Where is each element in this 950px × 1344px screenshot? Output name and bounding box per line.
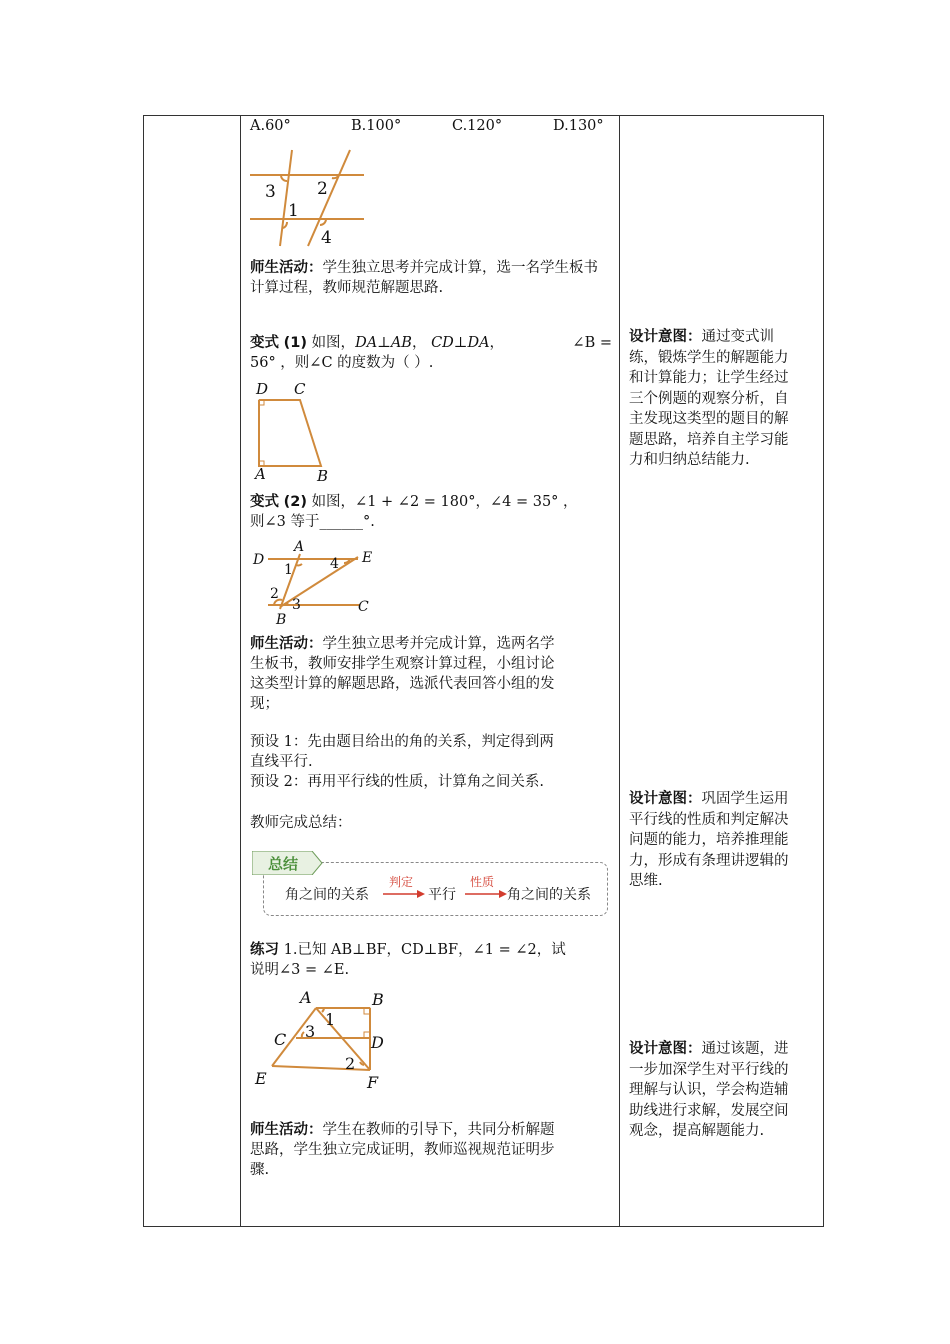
teacher-summary: 教师完成总结：: [250, 815, 352, 831]
fig3-label-3: 3: [292, 597, 301, 613]
design-2-line-3: 问题的能力，培养推理能: [629, 832, 789, 848]
preset-1-line-2: 直线平行.: [250, 754, 313, 770]
design-2-line-5: 思维.: [629, 873, 663, 889]
fig3-label-c: C: [358, 599, 369, 615]
design-1-line-5: 主发现这类型的题目的解: [629, 411, 789, 427]
activity-2-line-1: 学生独立思考并完成计算，选两名学: [322, 636, 555, 652]
fig3-label-a: A: [294, 539, 305, 555]
fig2-label-c: C: [294, 380, 306, 398]
fig4-label-2: 2: [345, 1054, 356, 1073]
fig1-label-3: 3: [265, 182, 276, 202]
preset-1: [250, 732, 612, 772]
preset-2: 预设 2：再用平行线的性质，计算角之间关系.: [250, 774, 544, 790]
activity-2-line-4: 现；: [250, 696, 279, 712]
fig4-label-d: D: [371, 1033, 384, 1052]
figure-exercise: [252, 986, 392, 1091]
variant-2-num: (2): [283, 494, 307, 510]
fig3-label-d: D: [253, 552, 265, 568]
fig4-label-1: 1: [325, 1010, 336, 1029]
variant-1-sep: ，: [411, 335, 427, 351]
design-2-line-4: 力，形成有条理讲逻辑的: [629, 852, 789, 869]
design-1-line-1: 通过变式训: [701, 329, 774, 345]
design-2-line-2: 平行线的性质和判定解决: [629, 811, 789, 828]
fig3-label-e: E: [362, 550, 373, 566]
figure-trapezoid: [250, 378, 340, 486]
activity-3-line-2: 思路，学生独立完成证明，教师巡视规范证明步: [250, 1142, 555, 1158]
variant-1-perp: ⊥: [377, 335, 391, 351]
variant-2-line-1: 如图，∠1 + ∠2 = 180°，∠4 = 35° ，: [311, 494, 578, 510]
activity-3-line-3: 骤.: [250, 1162, 270, 1178]
design-1-line-4: 三个例题的观察分析，自: [629, 390, 789, 407]
design-3-line-2: 一步加深学生对平行线的: [629, 1061, 789, 1078]
variant-1-perp-2: ⊥: [453, 335, 468, 351]
choice-a: A.60°: [250, 118, 291, 134]
column-divider-1: [240, 116, 241, 1226]
variant-1-angle-b: ∠B =: [572, 335, 612, 351]
activity-1: [250, 258, 612, 298]
fig3-label-4: 4: [330, 556, 339, 572]
design-intent-2: [629, 789, 817, 892]
summary-start: 角之间的关系: [285, 887, 369, 903]
fig3-label-b: B: [276, 612, 287, 628]
design-3-line-1: 通过该题，进: [701, 1041, 789, 1057]
activity-2-line-2: 生板书，教师安排学生观察计算过程，小组讨论: [250, 656, 555, 672]
variant-1-da-2: DA: [467, 335, 490, 351]
design-1-line-6: 题思路，培养自主学习能: [629, 431, 789, 448]
variant-2: [250, 492, 612, 532]
activity-2-line-3: 这类型计算的解题思路，选派代表回答小组的发: [250, 676, 555, 692]
variant-1-sep-2: ，: [489, 335, 505, 351]
fig4-label-3: 3: [305, 1022, 316, 1041]
summary-arrow-2-label: 性质: [470, 875, 495, 889]
choice-d: D.130°: [553, 118, 604, 134]
summary-end: 角之间的关系: [507, 887, 591, 903]
design-3-line-3: 理解与认识，学会构造辅: [629, 1082, 789, 1098]
design-1-line-7: 力和归纳总结能力.: [629, 452, 750, 468]
activity-3: [250, 1120, 612, 1180]
fig2-label-d: D: [256, 380, 269, 398]
figure-transversal-abc: [250, 537, 380, 629]
fig1-label-2: 2: [317, 179, 328, 199]
choice-c: C.120°: [452, 118, 503, 134]
fig4-label-e: E: [255, 1069, 267, 1088]
activity-3-line-1: 学生在教师的引导下，共同分析解题: [322, 1122, 555, 1138]
fig3-label-1: 1: [284, 562, 293, 578]
fig1-label-1: 1: [288, 201, 299, 221]
summary-arrow-2: [465, 890, 507, 898]
design-1-label: 设计意图：: [629, 329, 702, 345]
variant-1-num: (1): [283, 335, 307, 351]
summary-arrow-1-label: 判定: [389, 875, 414, 889]
design-intent-1: [629, 327, 817, 471]
summary-tag-label: 总结: [268, 855, 299, 873]
variant-2-label: 变式: [250, 494, 279, 510]
exercise-line-1: 1.已知 AB⊥BF，CD⊥BF，∠1 = ∠2，试: [283, 942, 566, 958]
variant-1-ab: AB: [390, 335, 412, 351]
preset-1-line-1: 预设 1：先由题目给出的角的关系，判定得到两: [250, 734, 554, 750]
activity-1-label: 师生活动：: [250, 260, 323, 276]
choice-b: B.100°: [351, 118, 402, 134]
exercise-line-2: 说明∠3 = ∠E.: [250, 962, 350, 978]
variant-1-da: DA: [355, 335, 378, 351]
fig3-label-2: 2: [270, 586, 279, 602]
summary-arrow-1: [383, 890, 425, 898]
exercise-label: 练习: [250, 942, 279, 958]
fig2-label-a: A: [255, 465, 266, 483]
design-2-line-1: 巩固学生运用: [701, 791, 789, 807]
design-1-line-3: 和计算能力；让学生经过: [629, 370, 789, 386]
design-2-label: 设计意图：: [629, 791, 702, 807]
activity-3-label: 师生活动：: [250, 1122, 323, 1138]
variant-1-label: 变式: [250, 335, 279, 351]
design-intent-3: [629, 1039, 817, 1142]
fig4-label-b: B: [372, 990, 384, 1009]
fig1-label-4: 4: [321, 228, 332, 248]
activity-1-text: 学生独立思考并完成计算，选一名学生板书计算过程，教师规范解题思路.: [250, 260, 598, 296]
fig4-label-c: C: [274, 1030, 287, 1049]
variant-1-text: 如图，: [311, 335, 356, 351]
variant-1-line-2: 56° ，则∠C 的度数为（ ）.: [250, 355, 434, 371]
design-3-line-4: 助线进行求解，发展空间: [629, 1102, 789, 1119]
activity-2: [250, 634, 612, 714]
fig4-label-f: F: [367, 1073, 379, 1091]
figure-parallel-lines-1: [250, 148, 365, 250]
fig2-label-b: B: [317, 467, 329, 485]
design-3-line-5: 观念，提高解题能力.: [629, 1123, 765, 1139]
summary-middle: 平行: [428, 887, 456, 903]
variant-2-line-2: 则∠3 等于______°.: [250, 514, 375, 530]
variant-1-cd: CD: [431, 335, 454, 351]
design-3-label: 设计意图：: [629, 1041, 702, 1057]
design-1-line-2: 练，锻炼学生的解题能力: [629, 349, 789, 366]
variant-1: [250, 333, 612, 373]
summary-tag: [252, 851, 324, 875]
exercise: [250, 940, 612, 980]
column-divider-2: [619, 116, 620, 1226]
activity-2-label: 师生活动：: [250, 636, 323, 652]
fig4-label-a: A: [300, 988, 312, 1007]
